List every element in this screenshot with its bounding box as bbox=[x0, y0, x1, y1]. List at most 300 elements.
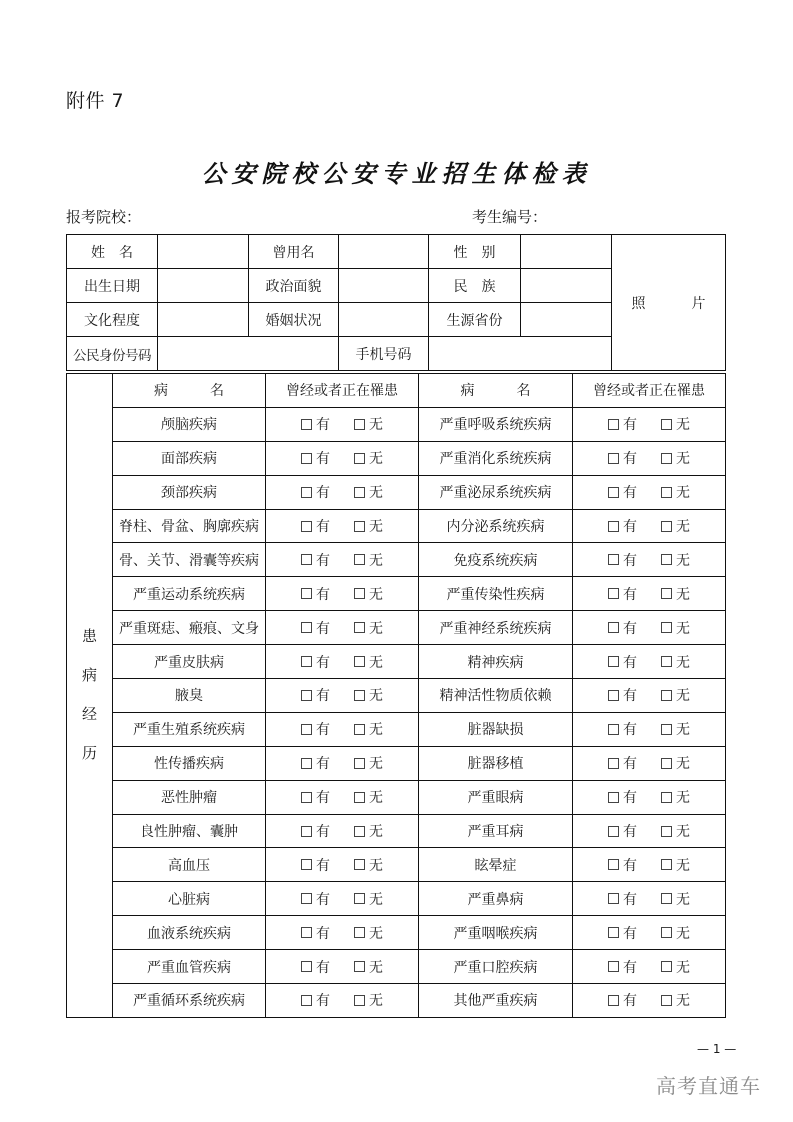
checkbox-icon[interactable] bbox=[301, 724, 312, 735]
side-char: 病 bbox=[81, 666, 97, 685]
no-label: 无 bbox=[676, 722, 690, 739]
checkbox-icon[interactable] bbox=[608, 588, 619, 599]
history-options bbox=[266, 611, 419, 645]
no-label: 无 bbox=[676, 688, 690, 705]
yes-option[interactable] bbox=[301, 990, 330, 1010]
no-label: 无 bbox=[369, 925, 383, 942]
yes-label: 有 bbox=[623, 451, 637, 468]
disease-name: 严重消化系统疾病 bbox=[419, 441, 573, 475]
no-option[interactable] bbox=[661, 855, 690, 875]
yes-option[interactable] bbox=[608, 516, 637, 536]
yes-option[interactable] bbox=[301, 923, 330, 943]
no-label: 无 bbox=[369, 959, 383, 976]
no-option[interactable] bbox=[354, 855, 383, 875]
table-row bbox=[67, 780, 726, 814]
yes-label: 有 bbox=[316, 485, 330, 502]
disease-name: 颅脑疾病 bbox=[113, 407, 266, 441]
source-province-field[interactable] bbox=[521, 303, 612, 337]
no-label: 无 bbox=[369, 891, 383, 908]
no-option[interactable] bbox=[354, 990, 383, 1010]
no-option[interactable] bbox=[354, 550, 383, 570]
checkbox-icon[interactable] bbox=[354, 588, 365, 599]
no-label: 无 bbox=[369, 993, 383, 1010]
checkbox-icon[interactable] bbox=[301, 656, 312, 667]
yes-option[interactable] bbox=[608, 923, 637, 943]
no-label: 无 bbox=[369, 857, 383, 874]
checkbox-icon[interactable] bbox=[661, 792, 672, 803]
checkbox-icon[interactable] bbox=[661, 826, 672, 837]
disease-history-side-label bbox=[67, 374, 113, 1018]
yes-option[interactable] bbox=[608, 753, 637, 773]
no-option[interactable] bbox=[354, 787, 383, 807]
table-row bbox=[67, 645, 726, 679]
checkbox-icon[interactable] bbox=[661, 588, 672, 599]
no-option[interactable] bbox=[661, 652, 690, 672]
disease-name: 严重血管疾病 bbox=[113, 950, 266, 984]
disease-name: 精神活性物质依赖 bbox=[419, 679, 573, 713]
no-label: 无 bbox=[676, 451, 690, 468]
table-row bbox=[67, 543, 726, 577]
no-option[interactable] bbox=[354, 753, 383, 773]
yes-option[interactable] bbox=[301, 821, 330, 841]
disease-name: 心脏病 bbox=[113, 882, 266, 916]
column-header-history: 曾经或者正在罹患 bbox=[573, 374, 726, 408]
disease-name: 精神疾病 bbox=[419, 645, 573, 679]
disease-name: 面部疾病 bbox=[113, 441, 266, 475]
checkbox-icon[interactable] bbox=[608, 995, 619, 1006]
no-option[interactable] bbox=[661, 550, 690, 570]
source-province-label: 生源省份 bbox=[429, 303, 521, 337]
checkbox-icon[interactable] bbox=[354, 453, 365, 464]
checkbox-icon[interactable] bbox=[608, 826, 619, 837]
yes-option[interactable] bbox=[608, 855, 637, 875]
checkbox-icon[interactable] bbox=[301, 961, 312, 972]
yes-label: 有 bbox=[316, 959, 330, 976]
no-option[interactable] bbox=[354, 685, 383, 705]
yes-option[interactable] bbox=[301, 618, 330, 638]
disease-name: 严重眼病 bbox=[419, 780, 573, 814]
yes-option[interactable] bbox=[608, 787, 637, 807]
birth-date-field[interactable] bbox=[158, 269, 249, 303]
yes-label: 有 bbox=[316, 756, 330, 773]
history-options bbox=[573, 882, 726, 916]
history-options bbox=[573, 848, 726, 882]
checkbox-icon[interactable] bbox=[301, 690, 312, 701]
no-option[interactable] bbox=[661, 516, 690, 536]
no-label: 无 bbox=[369, 451, 383, 468]
phone-label: 手机号码 bbox=[339, 337, 429, 371]
history-options bbox=[266, 441, 419, 475]
yes-label: 有 bbox=[316, 824, 330, 841]
yes-label: 有 bbox=[623, 654, 637, 671]
disease-name: 严重呼吸系统疾病 bbox=[419, 407, 573, 441]
table-row bbox=[67, 441, 726, 475]
checkbox-icon[interactable] bbox=[301, 859, 312, 870]
disease-name: 严重咽喉疾病 bbox=[419, 916, 573, 950]
no-option[interactable] bbox=[354, 652, 383, 672]
checkbox-icon[interactable] bbox=[301, 419, 312, 430]
history-options bbox=[266, 950, 419, 984]
yes-label: 有 bbox=[316, 654, 330, 671]
checkbox-icon[interactable] bbox=[301, 995, 312, 1006]
checkbox-icon[interactable] bbox=[354, 927, 365, 938]
checkbox-icon[interactable] bbox=[301, 758, 312, 769]
yes-label: 有 bbox=[623, 688, 637, 705]
no-option[interactable] bbox=[661, 923, 690, 943]
name-field[interactable] bbox=[158, 235, 249, 269]
yes-option[interactable] bbox=[608, 957, 637, 977]
history-options bbox=[573, 475, 726, 509]
no-label: 无 bbox=[676, 857, 690, 874]
candidate-number-label: 考生编号： bbox=[472, 208, 548, 226]
checkbox-icon[interactable] bbox=[661, 419, 672, 430]
disease-name: 严重生殖系统疾病 bbox=[113, 712, 266, 746]
no-option[interactable] bbox=[354, 414, 383, 434]
no-option[interactable] bbox=[354, 618, 383, 638]
checkbox-icon[interactable] bbox=[301, 893, 312, 904]
former-name-field[interactable] bbox=[339, 235, 429, 269]
disease-name: 高血压 bbox=[113, 848, 266, 882]
yes-option[interactable] bbox=[301, 550, 330, 570]
disease-history-table bbox=[66, 373, 726, 1018]
no-option[interactable] bbox=[354, 719, 383, 739]
history-options bbox=[266, 984, 419, 1018]
no-label: 无 bbox=[369, 519, 383, 535]
table-row bbox=[67, 882, 726, 916]
yes-option[interactable] bbox=[301, 414, 330, 434]
checkbox-icon[interactable] bbox=[608, 419, 619, 430]
yes-label: 有 bbox=[316, 993, 330, 1010]
checkbox-icon[interactable] bbox=[608, 792, 619, 803]
history-options bbox=[573, 712, 726, 746]
history-options bbox=[573, 916, 726, 950]
yes-option[interactable] bbox=[608, 550, 637, 570]
history-options bbox=[573, 611, 726, 645]
checkbox-icon[interactable] bbox=[354, 724, 365, 735]
checkbox-icon[interactable] bbox=[608, 724, 619, 735]
name-label: 姓 名 bbox=[67, 235, 158, 269]
yes-option[interactable] bbox=[608, 482, 637, 502]
personal-info-table bbox=[66, 234, 726, 371]
checkbox-icon[interactable] bbox=[301, 792, 312, 803]
no-option[interactable] bbox=[661, 584, 690, 604]
watermark: 高考直通车 bbox=[656, 1074, 761, 1098]
ethnicity-label: 民 族 bbox=[429, 269, 521, 303]
checkbox-icon[interactable] bbox=[301, 927, 312, 938]
checkbox-icon[interactable] bbox=[608, 487, 619, 498]
disease-name: 严重耳病 bbox=[419, 814, 573, 848]
checkbox-icon[interactable] bbox=[354, 419, 365, 430]
table-row bbox=[67, 848, 726, 882]
checkbox-icon[interactable] bbox=[301, 622, 312, 633]
no-option[interactable] bbox=[661, 685, 690, 705]
table-row bbox=[67, 611, 726, 645]
no-label: 无 bbox=[676, 519, 690, 535]
yes-label: 有 bbox=[316, 891, 330, 908]
history-options bbox=[266, 475, 419, 509]
history-options bbox=[266, 407, 419, 441]
disease-name: 脏器移植 bbox=[419, 746, 573, 780]
no-option[interactable] bbox=[661, 957, 690, 977]
yes-label: 有 bbox=[623, 586, 637, 603]
no-option[interactable] bbox=[354, 889, 383, 909]
yes-option[interactable] bbox=[608, 719, 637, 739]
checkbox-icon[interactable] bbox=[354, 622, 365, 633]
yes-label: 有 bbox=[623, 552, 637, 569]
no-option[interactable] bbox=[661, 482, 690, 502]
no-option[interactable] bbox=[661, 414, 690, 434]
no-label: 无 bbox=[369, 552, 383, 569]
attachment-label: 附件 7 bbox=[66, 90, 125, 112]
side-char: 患 bbox=[81, 627, 97, 646]
no-label: 无 bbox=[369, 688, 383, 705]
checkbox-icon[interactable] bbox=[661, 656, 672, 667]
yes-label: 有 bbox=[316, 620, 330, 637]
checkbox-icon[interactable] bbox=[354, 656, 365, 667]
no-label: 无 bbox=[676, 824, 690, 841]
disease-name: 良性肿瘤、囊肿 bbox=[113, 814, 266, 848]
phone-field[interactable] bbox=[429, 337, 612, 371]
no-option[interactable] bbox=[354, 516, 383, 536]
page-title: 公安院校公安专业招生体检表 bbox=[201, 159, 592, 188]
disease-name: 性传播疾病 bbox=[113, 746, 266, 780]
checkbox-icon[interactable] bbox=[354, 859, 365, 870]
no-label: 无 bbox=[676, 620, 690, 637]
no-option[interactable] bbox=[661, 448, 690, 468]
yes-label: 有 bbox=[623, 756, 637, 773]
disease-name: 严重运动系统疾病 bbox=[113, 577, 266, 611]
marital-status-field[interactable] bbox=[339, 303, 429, 337]
no-option[interactable] bbox=[354, 448, 383, 468]
yes-option[interactable] bbox=[608, 414, 637, 434]
yes-option[interactable] bbox=[608, 448, 637, 468]
yes-label: 有 bbox=[316, 552, 330, 569]
political-status-field[interactable] bbox=[339, 269, 429, 303]
checkbox-icon[interactable] bbox=[354, 554, 365, 565]
checkbox-icon[interactable] bbox=[301, 521, 312, 532]
checkbox-icon[interactable] bbox=[354, 826, 365, 837]
table-row bbox=[67, 984, 726, 1018]
checkbox-icon[interactable] bbox=[661, 521, 672, 532]
checkbox-icon[interactable] bbox=[608, 859, 619, 870]
checkbox-icon[interactable] bbox=[661, 893, 672, 904]
history-options bbox=[266, 780, 419, 814]
yes-label: 有 bbox=[623, 790, 637, 807]
yes-label: 有 bbox=[316, 586, 330, 603]
no-label: 无 bbox=[369, 654, 383, 671]
checkbox-icon[interactable] bbox=[661, 859, 672, 870]
checkbox-icon[interactable] bbox=[354, 521, 365, 532]
yes-label: 有 bbox=[623, 485, 637, 502]
no-label: 无 bbox=[676, 891, 690, 908]
disease-name: 严重口腔疾病 bbox=[419, 950, 573, 984]
yes-option[interactable] bbox=[608, 584, 637, 604]
no-label: 无 bbox=[369, 586, 383, 603]
checkbox-icon[interactable] bbox=[608, 961, 619, 972]
political-status-label: 政治面貌 bbox=[249, 269, 339, 303]
checkbox-icon[interactable] bbox=[301, 588, 312, 599]
disease-name: 恶性肿瘤 bbox=[113, 780, 266, 814]
yes-label: 有 bbox=[316, 790, 330, 807]
ethnicity-field[interactable] bbox=[521, 269, 612, 303]
no-label: 无 bbox=[676, 485, 690, 502]
checkbox-icon[interactable] bbox=[608, 622, 619, 633]
checkbox-icon[interactable] bbox=[301, 826, 312, 837]
checkbox-icon[interactable] bbox=[608, 656, 619, 667]
column-header-history: 曾经或者正在罹患 bbox=[266, 374, 419, 408]
disease-name: 骨、关节、滑囊等疾病 bbox=[113, 543, 266, 577]
yes-label: 有 bbox=[623, 824, 637, 841]
yes-option[interactable] bbox=[608, 990, 637, 1010]
table-row bbox=[67, 577, 726, 611]
no-option[interactable] bbox=[354, 482, 383, 502]
disease-name: 脊柱、骨盆、胸廓疾病 bbox=[113, 509, 266, 543]
history-options bbox=[573, 577, 726, 611]
side-char: 经 bbox=[81, 705, 97, 724]
checkbox-icon[interactable] bbox=[661, 961, 672, 972]
checkbox-icon[interactable] bbox=[608, 690, 619, 701]
table-row bbox=[67, 679, 726, 713]
no-option[interactable] bbox=[354, 923, 383, 943]
no-label: 无 bbox=[369, 620, 383, 637]
history-options bbox=[573, 679, 726, 713]
yes-option[interactable] bbox=[301, 957, 330, 977]
disease-name: 严重神经系统疾病 bbox=[419, 611, 573, 645]
checkbox-icon[interactable] bbox=[661, 453, 672, 464]
history-options bbox=[266, 543, 419, 577]
yes-option[interactable] bbox=[301, 652, 330, 672]
disease-name: 腋臭 bbox=[113, 679, 266, 713]
yes-label: 有 bbox=[623, 857, 637, 874]
checkbox-icon[interactable] bbox=[354, 487, 365, 498]
history-options bbox=[573, 746, 726, 780]
no-option[interactable] bbox=[661, 889, 690, 909]
yes-option[interactable] bbox=[301, 719, 330, 739]
yes-option[interactable] bbox=[301, 482, 330, 502]
no-label: 无 bbox=[369, 417, 383, 434]
no-label: 无 bbox=[676, 586, 690, 603]
yes-option[interactable] bbox=[608, 685, 637, 705]
checkbox-icon[interactable] bbox=[354, 961, 365, 972]
yes-label: 有 bbox=[623, 891, 637, 908]
checkbox-icon[interactable] bbox=[354, 893, 365, 904]
photo-area[interactable]: 照 片 bbox=[612, 235, 726, 371]
yes-option[interactable] bbox=[301, 584, 330, 604]
no-option[interactable] bbox=[661, 719, 690, 739]
no-option[interactable] bbox=[661, 990, 690, 1010]
checkbox-icon[interactable] bbox=[301, 554, 312, 565]
checkbox-icon[interactable] bbox=[301, 487, 312, 498]
no-label: 无 bbox=[676, 417, 690, 434]
no-option[interactable] bbox=[661, 821, 690, 841]
yes-option[interactable] bbox=[608, 618, 637, 638]
yes-option[interactable] bbox=[301, 889, 330, 909]
yes-option[interactable] bbox=[301, 787, 330, 807]
side-char: 历 bbox=[81, 744, 97, 763]
gender-field[interactable] bbox=[521, 235, 612, 269]
column-header-disease-name: 病 名 bbox=[113, 374, 266, 408]
disease-name: 颈部疾病 bbox=[113, 475, 266, 509]
yes-option[interactable] bbox=[301, 855, 330, 875]
checkbox-icon[interactable] bbox=[661, 724, 672, 735]
checkbox-icon[interactable] bbox=[608, 521, 619, 532]
checkbox-icon[interactable] bbox=[608, 758, 619, 769]
disease-name: 眩晕症 bbox=[419, 848, 573, 882]
checkbox-icon[interactable] bbox=[301, 453, 312, 464]
gender-label: 性 别 bbox=[429, 235, 521, 269]
history-options bbox=[573, 509, 726, 543]
history-options bbox=[573, 780, 726, 814]
checkbox-icon[interactable] bbox=[661, 487, 672, 498]
no-label: 无 bbox=[369, 790, 383, 807]
history-options bbox=[266, 848, 419, 882]
yes-option[interactable] bbox=[301, 516, 330, 536]
yes-option[interactable] bbox=[301, 448, 330, 468]
history-options bbox=[266, 746, 419, 780]
checkbox-icon[interactable] bbox=[608, 453, 619, 464]
no-option[interactable] bbox=[354, 821, 383, 841]
history-options bbox=[266, 814, 419, 848]
id-number-field[interactable] bbox=[158, 337, 339, 371]
yes-option[interactable] bbox=[608, 652, 637, 672]
checkbox-icon[interactable] bbox=[661, 758, 672, 769]
checkbox-icon[interactable] bbox=[354, 995, 365, 1006]
checkbox-icon[interactable] bbox=[661, 995, 672, 1006]
no-option[interactable] bbox=[354, 957, 383, 977]
table-row bbox=[67, 509, 726, 543]
history-options bbox=[573, 441, 726, 475]
checkbox-icon[interactable] bbox=[354, 758, 365, 769]
checkbox-icon[interactable] bbox=[608, 554, 619, 565]
no-option[interactable] bbox=[661, 753, 690, 773]
no-option[interactable] bbox=[661, 787, 690, 807]
marital-status-label: 婚姻状况 bbox=[249, 303, 339, 337]
yes-label: 有 bbox=[316, 451, 330, 468]
no-option[interactable] bbox=[661, 618, 690, 638]
checkbox-icon[interactable] bbox=[608, 927, 619, 938]
yes-label: 有 bbox=[623, 722, 637, 739]
history-options bbox=[266, 679, 419, 713]
history-options bbox=[266, 882, 419, 916]
yes-option[interactable] bbox=[301, 685, 330, 705]
no-option[interactable] bbox=[354, 584, 383, 604]
no-label: 无 bbox=[369, 756, 383, 773]
checkbox-icon[interactable] bbox=[354, 792, 365, 803]
yes-label: 有 bbox=[623, 959, 637, 976]
history-options bbox=[573, 407, 726, 441]
no-label: 无 bbox=[676, 993, 690, 1010]
page-number: — 1 — bbox=[697, 1042, 737, 1056]
checkbox-icon[interactable] bbox=[608, 893, 619, 904]
checkbox-icon[interactable] bbox=[661, 927, 672, 938]
table-row bbox=[67, 950, 726, 984]
checkbox-icon[interactable] bbox=[661, 622, 672, 633]
yes-option[interactable] bbox=[608, 889, 637, 909]
yes-label: 有 bbox=[316, 925, 330, 942]
history-options bbox=[573, 814, 726, 848]
no-label: 无 bbox=[676, 925, 690, 942]
checkbox-icon[interactable] bbox=[661, 554, 672, 565]
yes-option[interactable] bbox=[608, 821, 637, 841]
checkbox-icon[interactable] bbox=[661, 690, 672, 701]
history-options bbox=[573, 645, 726, 679]
history-options bbox=[266, 509, 419, 543]
education-field[interactable] bbox=[158, 303, 249, 337]
table-row bbox=[67, 746, 726, 780]
checkbox-icon[interactable] bbox=[354, 690, 365, 701]
history-options bbox=[573, 984, 726, 1018]
yes-option[interactable] bbox=[301, 753, 330, 773]
